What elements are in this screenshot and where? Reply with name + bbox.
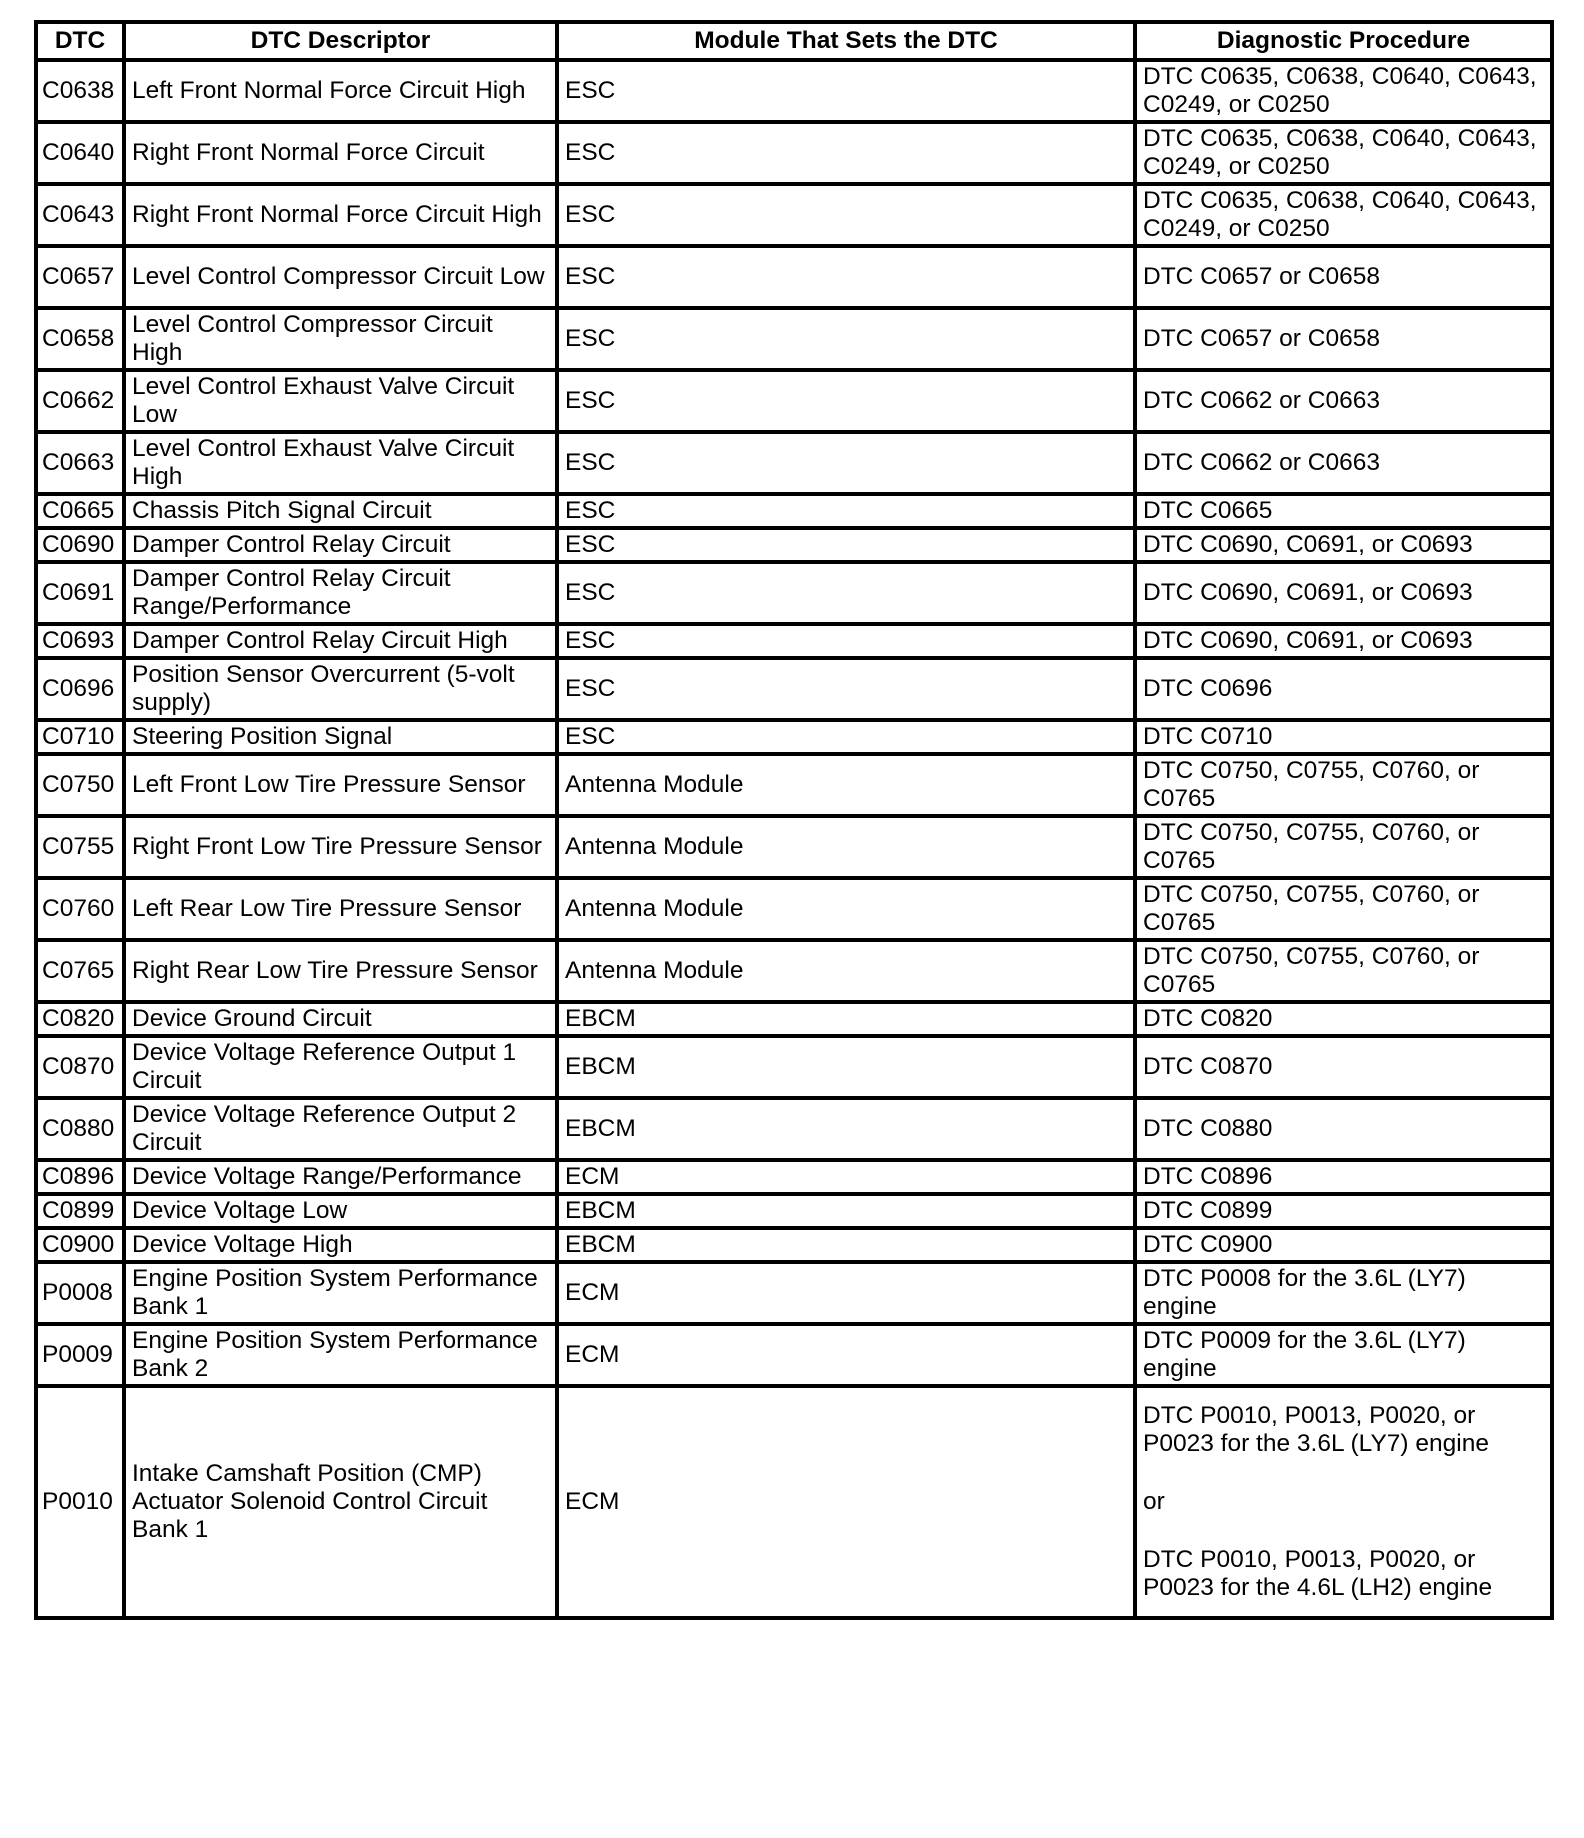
module: ECM	[557, 1324, 1135, 1386]
dtc-code: P0008	[36, 1262, 124, 1324]
diagnostic-procedure-link[interactable]: DTC C0690, C0691, or C0693	[1135, 562, 1552, 624]
dtc-descriptor: Position Sensor Overcurrent (5-volt supply)	[124, 658, 557, 720]
diagnostic-procedure-cell	[1135, 1386, 1552, 1618]
dtc-descriptor: Damper Control Relay Circuit Range/Performance	[124, 562, 557, 624]
table-row	[36, 658, 1552, 720]
diagnostic-procedure-link[interactable]: DTC C0750, C0755, C0760, or C0765	[1135, 816, 1552, 878]
module: ESC	[557, 370, 1135, 432]
dtc-code: C0880	[36, 1098, 124, 1160]
dtc-descriptor: Device Voltage Reference Output 1 Circuit	[124, 1036, 557, 1098]
header-dtc: DTC	[36, 22, 124, 60]
header-diagnostic-procedure: Diagnostic Procedure	[1135, 22, 1552, 60]
diagnostic-procedure-link[interactable]: DTC P0008 for the 3.6L (LY7) engine	[1135, 1262, 1552, 1324]
module: ESC	[557, 494, 1135, 528]
dtc-code: C0765	[36, 940, 124, 1002]
dtc-descriptor: Device Voltage Reference Output 2 Circuit	[124, 1098, 557, 1160]
diagnostic-procedure-link[interactable]: DTC C0896	[1135, 1160, 1552, 1194]
dtc-code: C0750	[36, 754, 124, 816]
module: ESC	[557, 246, 1135, 308]
module: ESC	[557, 184, 1135, 246]
diagnostic-procedure-link[interactable]: DTC C0710	[1135, 720, 1552, 754]
module: ECM	[557, 1386, 1135, 1618]
dtc-code: C0820	[36, 1002, 124, 1036]
diagnostic-procedure-link[interactable]: DTC C0635, C0638, C0640, C0643, C0249, or C0250	[1135, 122, 1552, 184]
header-module: Module That Sets the DTC	[557, 22, 1135, 60]
module: ESC	[557, 658, 1135, 720]
dtc-code: C0899	[36, 1194, 124, 1228]
dtc-descriptor: Steering Position Signal	[124, 720, 557, 754]
dtc-code: C0690	[36, 528, 124, 562]
diagnostic-procedure-link[interactable]: DTC C0665	[1135, 494, 1552, 528]
dtc-code: C0658	[36, 308, 124, 370]
diagnostic-procedure-link[interactable]: DTC C0696	[1135, 658, 1552, 720]
dtc-descriptor: Engine Position System Performance Bank 2	[124, 1324, 557, 1386]
dtc-descriptor: Engine Position System Performance Bank 1	[124, 1262, 557, 1324]
module: Antenna Module	[557, 816, 1135, 878]
dtc-code: C0870	[36, 1036, 124, 1098]
dtc-code: C0663	[36, 432, 124, 494]
diagnostic-procedure-link[interactable]: DTC C0635, C0638, C0640, C0643, C0249, or C0250	[1135, 184, 1552, 246]
module: EBCM	[557, 1002, 1135, 1036]
spacer	[1143, 1458, 1544, 1488]
dtc-descriptor: Right Front Normal Force Circuit	[124, 122, 557, 184]
dtc-descriptor: Left Front Low Tire Pressure Sensor	[124, 754, 557, 816]
diagnostic-procedure-link[interactable]: DTC P0009 for the 3.6L (LY7) engine	[1135, 1324, 1552, 1386]
module: EBCM	[557, 1098, 1135, 1160]
dtc-code: C0710	[36, 720, 124, 754]
table-row	[36, 246, 1552, 308]
dtc-descriptor: Left Front Normal Force Circuit High	[124, 60, 557, 122]
procedure-or-text: or	[1143, 1488, 1165, 1515]
dtc-code: C0665	[36, 494, 124, 528]
diagnostic-procedure-link[interactable]: DTC C0899	[1135, 1194, 1552, 1228]
diagnostic-procedure-link[interactable]: DTC P0010, P0013, P0020, or P0023 for the 3.6L (LY7) engine	[1143, 1402, 1489, 1457]
dtc-descriptor: Level Control Compressor Circuit Low	[124, 246, 557, 308]
table-body	[36, 60, 1552, 1618]
module: Antenna Module	[557, 878, 1135, 940]
dtc-code: C0693	[36, 624, 124, 658]
table-row	[36, 1160, 1552, 1194]
table-row	[36, 562, 1552, 624]
dtc-code: P0009	[36, 1324, 124, 1386]
diagnostic-procedure-link[interactable]: DTC C0662 or C0663	[1135, 370, 1552, 432]
diagnostic-procedure-link[interactable]: DTC C0690, C0691, or C0693	[1135, 528, 1552, 562]
module: Antenna Module	[557, 754, 1135, 816]
dtc-code: C0760	[36, 878, 124, 940]
dtc-descriptor: Device Voltage High	[124, 1228, 557, 1262]
table-row	[36, 878, 1552, 940]
table-row	[36, 1262, 1552, 1324]
header-dtc-descriptor: DTC Descriptor	[124, 22, 557, 60]
module: ESC	[557, 432, 1135, 494]
table-row	[36, 1098, 1552, 1160]
table-row	[36, 432, 1552, 494]
spacer	[1143, 1516, 1544, 1546]
module: EBCM	[557, 1194, 1135, 1228]
diagnostic-procedure-link[interactable]: DTC C0657 or C0658	[1135, 308, 1552, 370]
diagnostic-procedure-link[interactable]: DTC C0690, C0691, or C0693	[1135, 624, 1552, 658]
table-row	[36, 370, 1552, 432]
dtc-descriptor: Right Front Low Tire Pressure Sensor	[124, 816, 557, 878]
module: ECM	[557, 1262, 1135, 1324]
dtc-descriptor: Device Voltage Range/Performance	[124, 1160, 557, 1194]
diagnostic-procedure-link[interactable]: DTC C0870	[1135, 1036, 1552, 1098]
dtc-code: C0657	[36, 246, 124, 308]
dtc-descriptor: Level Control Exhaust Valve Circuit High	[124, 432, 557, 494]
diagnostic-procedure-link[interactable]: DTC C0880	[1135, 1098, 1552, 1160]
dtc-code: C0900	[36, 1228, 124, 1262]
dtc-descriptor: Device Ground Circuit	[124, 1002, 557, 1036]
table-row	[36, 494, 1552, 528]
dtc-code: C0638	[36, 60, 124, 122]
table-row	[36, 184, 1552, 246]
dtc-code: C0755	[36, 816, 124, 878]
dtc-descriptor: Left Rear Low Tire Pressure Sensor	[124, 878, 557, 940]
dtc-descriptor: Right Rear Low Tire Pressure Sensor	[124, 940, 557, 1002]
dtc-code: C0662	[36, 370, 124, 432]
module: ESC	[557, 562, 1135, 624]
header-row	[36, 22, 1552, 60]
dtc-code: C0696	[36, 658, 124, 720]
table-row	[36, 1194, 1552, 1228]
table-row	[36, 122, 1552, 184]
module: EBCM	[557, 1228, 1135, 1262]
dtc-descriptor: Chassis Pitch Signal Circuit	[124, 494, 557, 528]
table-row	[36, 308, 1552, 370]
diagnostic-procedure-link[interactable]: DTC C0662 or C0663	[1135, 432, 1552, 494]
dtc-descriptor: Damper Control Relay Circuit High	[124, 624, 557, 658]
table-row	[36, 720, 1552, 754]
table-row	[36, 1228, 1552, 1262]
table-row	[36, 1036, 1552, 1098]
module: ESC	[557, 624, 1135, 658]
dtc-descriptor: Level Control Compressor Circuit High	[124, 308, 557, 370]
dtc-code: P0010	[36, 1386, 124, 1618]
table-row	[36, 940, 1552, 1002]
module: ESC	[557, 720, 1135, 754]
diagnostic-procedure-link[interactable]: DTC C0820	[1135, 1002, 1552, 1036]
module: ESC	[557, 528, 1135, 562]
diagnostic-procedure-link[interactable]: DTC P0010, P0013, P0020, or P0023 for the 4.6L (LH2) engine	[1143, 1546, 1493, 1601]
dtc-code: C0640	[36, 122, 124, 184]
dtc-descriptor: Right Front Normal Force Circuit High	[124, 184, 557, 246]
diagnostic-procedure-link[interactable]: DTC C0900	[1135, 1228, 1552, 1262]
dtc-code: C0643	[36, 184, 124, 246]
table-row	[36, 754, 1552, 816]
diagnostic-procedure-link[interactable]: DTC C0657 or C0658	[1135, 246, 1552, 308]
module: EBCM	[557, 1036, 1135, 1098]
dtc-code: C0896	[36, 1160, 124, 1194]
dtc-table	[34, 20, 1554, 1620]
module: ESC	[557, 122, 1135, 184]
table-row	[36, 1324, 1552, 1386]
dtc-descriptor: Intake Camshaft Position (CMP) Actuator Solenoid Control Circuit Bank 1	[124, 1386, 557, 1618]
table-row	[36, 60, 1552, 122]
diagnostic-procedure-link[interactable]: DTC C0635, C0638, C0640, C0643, C0249, or C0250	[1135, 60, 1552, 122]
table-row	[36, 1386, 1552, 1618]
module: ESC	[557, 60, 1135, 122]
dtc-descriptor: Level Control Exhaust Valve Circuit Low	[124, 370, 557, 432]
dtc-code: C0691	[36, 562, 124, 624]
module: Antenna Module	[557, 940, 1135, 1002]
module: ESC	[557, 308, 1135, 370]
table-row	[36, 528, 1552, 562]
table-row	[36, 624, 1552, 658]
table-row	[36, 1002, 1552, 1036]
diagnostic-procedure-link[interactable]: DTC C0750, C0755, C0760, or C0765	[1135, 940, 1552, 1002]
module: ECM	[557, 1160, 1135, 1194]
diagnostic-procedure-link[interactable]: DTC C0750, C0755, C0760, or C0765	[1135, 754, 1552, 816]
dtc-descriptor: Damper Control Relay Circuit	[124, 528, 557, 562]
table-row	[36, 816, 1552, 878]
dtc-descriptor: Device Voltage Low	[124, 1194, 557, 1228]
diagnostic-procedure-link[interactable]: DTC C0750, C0755, C0760, or C0765	[1135, 878, 1552, 940]
